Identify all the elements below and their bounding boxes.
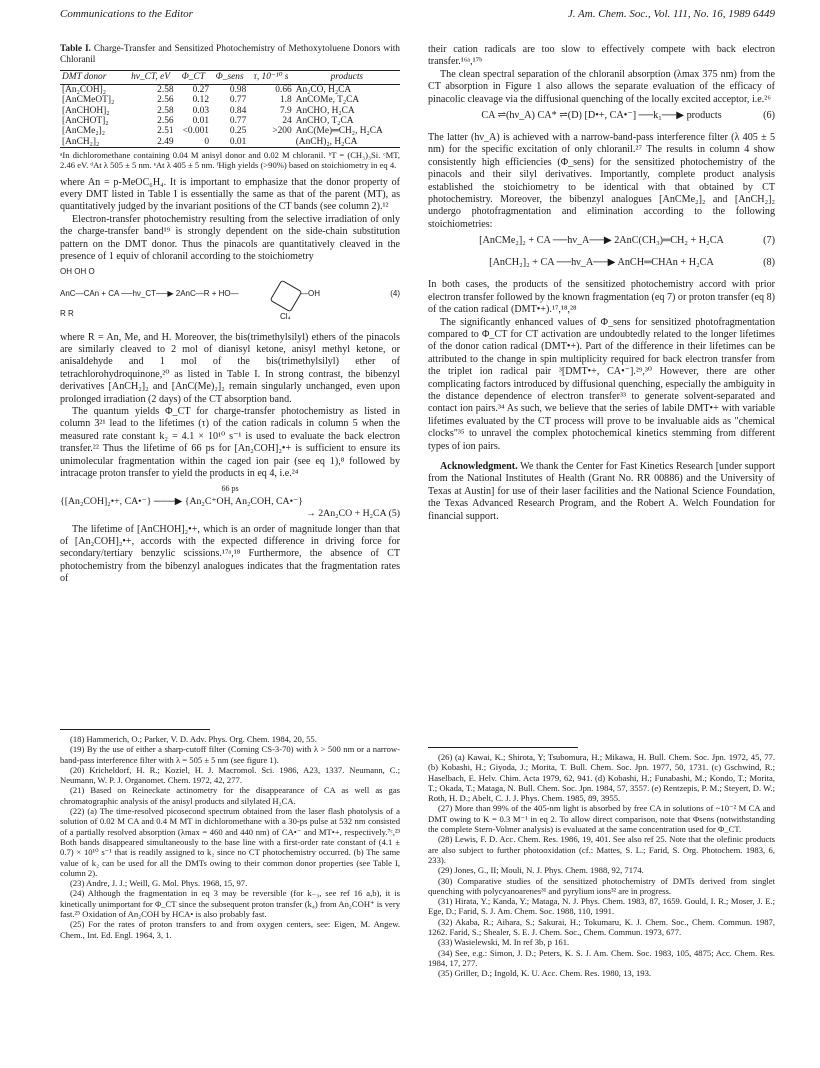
col-header: Φ_CT bbox=[176, 71, 211, 84]
footnote: (29) Jones, G., II; Mouli, N. J. Phys. Chem. 1988, 92, 7174. bbox=[438, 865, 644, 876]
paragraph: The clean spectral separation of the chloranil absorption (λmax 375 nm) from the CT absorption in Figure 1 also allows the separate evaluation of the efficacy of pinacolic cleavage via the diffusional quenching of the locally excited acceptor, i.e.²⁶ bbox=[428, 68, 775, 105]
footnote: (32) Akaba, R.; Aihara, S.; Sakurai, H.; Tokumaru, K. J. Chem. Soc., Chem. Commun. 1987, 1262. Farid, S.; Shealer, S. E. J. Chem. Soc., Chem. Commun. 1973, 677. bbox=[428, 916, 775, 938]
equation-4-structure: OH OH O AnC—CAn + CA ──hν_CT──▶ 2AnC—R + HO— R R —OH Cl₄ (4) bbox=[60, 266, 400, 321]
table-footnote: ᵃIn dichloromethane containing 0.04 M anisyl donor and 0.02 M chloranil. ᵇT = (CH₃)₃Si. ᶜMT, 2.46 eV. ᵈAt λ 505 ± 5 nm. ᵉAt λ 405 ± 5 nm. ᶠHigh yields (>90%) based on stoichiometry in eq 4. bbox=[60, 150, 400, 171]
footnote: (20) Kricheldorf, H. R.; Koziel, H. J. Macromol. Sci. 1986, A23, 1337. Neumann, C.; Neumann, W. P. J. Organomet. Chem. 1972, 42, 277. bbox=[60, 764, 400, 786]
col-header: τ, 10⁻¹⁰ s bbox=[248, 71, 293, 84]
paragraph: Electron-transfer photochemistry resulting from the selective irradiation of only the charge-transfer band¹⁹ is strongly dependent on the side-chain substitution pattern on the DMT donor. Thus the pinacols are quantitatively cleaved in the presence of 1 equiv of chloranil according to the stoichiometry bbox=[60, 213, 400, 263]
header-section: Communications to the Editor bbox=[60, 8, 193, 20]
footnotes-left bbox=[60, 723, 400, 940]
footnote: (18) Hammerich, O.; Parker, V. D. Adv. Phys. Org. Chem. 1984, 20, 55. bbox=[70, 734, 317, 744]
equation-number: (4) bbox=[390, 288, 400, 298]
footnote: (35) Griller, D.; Ingold, K. U. Acc. Chem. Res. 1980, 13, 193. bbox=[438, 968, 652, 979]
paragraph: their cation radicals are too slow to effectively compete with back electron transfer.¹⁶ᵃ,¹⁷ᵇ bbox=[428, 44, 775, 68]
footnote: (30) Comparative studies of the sensitized photochemistry of DMTs derived from singlet quenching with polycyanoarenes³¹ and pyrylium ions³² are in progress. bbox=[428, 875, 775, 896]
paragraph: The latter (hν_A) is achieved with a narrow-band-pass interference filter (λ 405 ± 5 nm) for the specific excitation of only chloranil.²⁷ The results in column 4 show consistently high efficiencies (Φ_sens) for the sensitized photochemistry of the pinacols and their silyl derivatives. Importantly, complete product analysis established the stoichiometry to be identical with that obtained by CT photochemistry. Moreover, the bibenzyl analogues [AnCMe₂]₂ and [AnCH₂]₂ undergo photofragmentation and elimination according to the following stoichiometries: bbox=[428, 132, 775, 230]
footnote: (22) (a) The time-resolved picosecond spectrum obtained from the laser flash photolysis of a solution of 0.02 M CA and 0.4 M MT in dichloromethane with a 30-ps pulse at 532 nm consisted of a partially resolved absorption (λmax = 460 and 440 nm) of CA•⁻ and MT•+, respectively.⁷ᶜ,²³ Both bands disappeared simultaneously to the base line with a first-order rate constant of (4.1 ± 0.7) × 10¹⁰ s⁻¹ that is readily assigned to k₂ since no CT photochemistry occurred. (b) The same value of k₂ can be used for all the DMTs owing to their common donor properties (see Table I, column 2). bbox=[60, 806, 400, 878]
table-row: [An₂COH]₂ 2.58 0.27 0.98 0.66 An₂CO, H₂CA bbox=[62, 84, 352, 95]
paragraph: The lifetime of [AnCHOH]₂•+, which is an order of magnitude longer than that of [An₂COH]₂•+, accords with the expected difference in driving force for secondary/tertiary benzylic scissions.¹⁷ᵃ,¹⁸ Furthermore, the absence of CT photochemistry from the bibenzyl analogues indicates that the fragmentation rates of bbox=[60, 523, 400, 585]
equation-number: (8) bbox=[763, 257, 775, 269]
footnotes-right bbox=[428, 741, 775, 979]
equation-number: (7) bbox=[763, 235, 775, 247]
header-journal: J. Am. Chem. Soc., Vol. 111, No. 16, 1989 6449 bbox=[567, 8, 775, 20]
footnote: (25) For the rates of proton transfers to and from oxygen centers, see: Eigen, M. Angew. Chem., Int. Ed. Engl. 1964, 3, 1. bbox=[60, 919, 400, 940]
equation-5-cont: → 2An₂CO + H₂CA (5) bbox=[306, 508, 400, 520]
footnote: (28) Lewis, F. D. Acc. Chem. Res. 1986, 19, 401. See also ref 25. Note that the olefinic products are also subject to further photooxidation (cf.: Mattes, S. L.; Farid, S. Org. Photochem. 1983, 6, 233). bbox=[428, 834, 775, 865]
footnote: (19) By the use of either a sharp-cutoff filter (Corning CS-3-70) with λ > 500 nm or a narrow-band-pass interference filter with λ = 505 ± 5 nm (see figure 1). bbox=[60, 744, 400, 765]
eq5-arrow-label: 66 ps bbox=[221, 484, 239, 494]
equation-number: (6) bbox=[763, 110, 775, 122]
equation-8: [AnCH₂]₂ + CA ──hν_A──▶ AnCH═CHAn + H₂CA (8) bbox=[489, 257, 775, 269]
footnote: (33) Wasielewski, M. In ref 3b, p 161. bbox=[438, 937, 570, 948]
footnote: (34) See, e.g.: Simon, J. D.; Peters, K. S. J. Am. Chem. Soc. 1983, 105, 4875; Acc. Chem. Res. 1984, 17, 277. bbox=[428, 947, 775, 968]
footnote: (23) Andre, J. J.; Weill, G. Mol. Phys. 1968, 15, 97. bbox=[70, 878, 248, 889]
footnote: (31) Hirata, Y.; Kanda, Y.; Mataga, N. J. Phys. Chem. 1983, 87, 1659. Gould, I. R.; Moser, J. E.; Ege, D.; Farid, S. J. Am. Chem. Soc. 1988, 110, 1991. bbox=[428, 896, 775, 917]
table-caption: Table I. Charge-Transfer and Sensitized Photochemistry of Methoxytoluene Donors with Chloranil bbox=[60, 44, 400, 66]
col-header: hν_CT, eV bbox=[126, 71, 176, 84]
table-row: [AnCH₂]₂ 2.49 0 0.01 (AnCH)₂, H₂CA bbox=[60, 137, 400, 148]
col-header: Φ_sens bbox=[211, 71, 248, 84]
col-header: DMT donor bbox=[60, 71, 126, 84]
footnote: (21) Based on Reineckate actinometry for the disappearance of CA as well as gas chromatographic analysis of the anisyl products and silylated H₂CA. bbox=[60, 785, 400, 806]
paragraph: where An = p-MeOC₆H₄. It is important to emphasize that the donor property of every DMT listed in Table I is essentially the same as that of the parent (MT), as quantitatively judged by the invariant positions of the CT bands (see column 2).¹² bbox=[60, 176, 400, 213]
equation-7: [AnCMe₂]₂ + CA ──hν_A──▶ 2AnC(CH₃)═CH₂ + H₂CA (7) bbox=[479, 235, 775, 247]
running-header bbox=[60, 8, 775, 22]
footnote-rule bbox=[428, 747, 578, 748]
equation-6: CA ⇌(hν_A) CA* ⇌(D) [D•+, CA•⁻] ──k₁──▶ products (6) bbox=[481, 110, 775, 122]
left-column bbox=[60, 44, 400, 586]
equation-5: {[An₂COH]₂•+, CA•⁻} ───▶ {An₂C⁺OH, An₂COH, CA•⁻} bbox=[60, 495, 303, 507]
table-row: [AnCHOH]₂ 2.58 0.03 0.84 7.9 AnCHO, H₂CA bbox=[62, 105, 355, 116]
paragraph: The significantly enhanced values of Φ_sens for sensitized photofragmentation compared to Φ_CT for CT activation are undoubtedly related to the longer lifetimes of the donor cation radical (DMT•+). Part of the difference in their lifetimes can be attributed to the change in spin multiplicity required for back electron transfer from the triplet ion radical pair ³[DMT•+, CA•⁻].²⁹,³⁰ However, there are other complicating factors introduced by diffusional quenching, especially the ambiguity in the distance dependence of electron transfer³³ to generate solvent-separated and contact ion pairs.³⁴ As such, we believe that the series of labile DMT•+ with variable lifetimes evaluated by the CT process will prove to be invaluable aids as "chemical clocks"³⁵ to unravel the complex photochemical kinetics stemming from different types of ion pairs. bbox=[428, 316, 775, 452]
table-row: [AnCMeOT]₂ 2.56 0.12 0.77 1.8 AnCOMe, T₂CA bbox=[62, 95, 360, 106]
paragraph: In both cases, the products of the sensitized photochemistry accord with prior electron transfer followed by the known fragmentation (eq 7) or proton transfer (eq 8) of the cation radical (DMT•+).¹⁷,¹⁸,²⁸ bbox=[428, 279, 775, 316]
acknowledgment: Acknowledgment. We thank the Center for Fast Kinetics Research [under support from the National Institutes of Health (Grant No. RR 00886) and the University of Texas at Austin] for use of their laser facilities and the National Science Foundation, the Texas Advanced Research Program, and the Robert A. Welch Foundation for financial support. bbox=[428, 460, 775, 522]
paragraph: where R = An, Me, and H. Moreover, the bis(trimethylsilyl) ethers of the pinacols are similarly cleaved to 2 mol of dianisyl ketone, anisyl methyl ketone, or anisaldehyde and 1 mol of the bis(trimethylsilyl) ether of tetrachlorohydroquinone,²⁰ as listed in Table I. In strong contrast, the bibenzyl derivatives [AnCH₂]₂ and [AnC(Me)₂]₂ remain singularly unchanged, even upon prolonged irradiation (2 days) of the CT absorption band. bbox=[60, 331, 400, 405]
benzene-ring-icon bbox=[270, 279, 303, 312]
col-header: products bbox=[294, 71, 400, 84]
footnote: (27) More than 99% of the 405-nm light is absorbed by free CA in solutions of ~10⁻² M CA and DMT owing to K = 0.3 M⁻¹ in eq 2. To allow direct comparison, note that Φsens (notwithstanding the complete Stern-Volmer analysis) is evaluated at the same concentration used for Φ_CT. bbox=[428, 803, 775, 835]
table-row: [AnCMe₂]₂ 2.51 <0.001 0.25 >200 AnC(Me)═CH₂, H₂CA bbox=[62, 126, 383, 137]
data-table bbox=[60, 70, 400, 148]
footnote: (26) (a) Kawai, K.; Shirota, Y; Tsubomura, H.; Mikawa, H. Bull. Chem. Soc. Jpn. 1972, 45, 77. (b) Kobashi, H.; Giyoda, J.; Morita, T. Bull. Chem. Soc. Jpn. 1977, 50, 1731. (c) Gschwind, R.; Haselbach, E. Helv. Chim. Acta 1979, 62, 941. (d) Kobashi, H.; Funabashi, M.; Kondo, T.; Morita, T.; Okada, T.; Mataga, N. Bull. Chem. Soc. Jpn. 1984, 57, 3557. (e) Rentzepis, P. M.; Steyert, D. W.; Roth, H. D.; Abelt, C. J. J. Phys. Chem. 1985, 89, 3955. bbox=[428, 752, 775, 804]
table-row: [AnCHOT]₂ 2.56 0.01 0.77 24 AnCHO, T₂CA bbox=[62, 116, 354, 127]
paragraph: The quantum yields Φ_CT for charge-transfer photochemistry as listed in column 3²¹ lead to the lifetimes (τ) of the cation radicals in column 5 when the measured rate constant k₂ = 4.1 × 10¹⁰ s⁻¹ is used to evaluate the back electron transfer.²² Thus the lifetime of 66 ps for [An₂COH]₂•+ is sufficient to ensure its unimolecular fragmentation within the caged ion pair (see eq 1),⁸ followed by intracage proton transfer to yield the products in eq 4, i.e.²⁴ bbox=[60, 405, 400, 479]
footnote-rule bbox=[60, 729, 210, 730]
footnote: (24) Although the fragmentation in eq 3 may be reversible (for k₋₃, see ref 16 a,b), it is kinetically unimportant for Φ_CT since the subsequent proton transfer (k₄) from An₂COH⁺ is very fast.²⁵ Oxidation of An₂COH by HCA• is also probably fast. bbox=[60, 888, 400, 920]
right-column bbox=[428, 44, 775, 523]
